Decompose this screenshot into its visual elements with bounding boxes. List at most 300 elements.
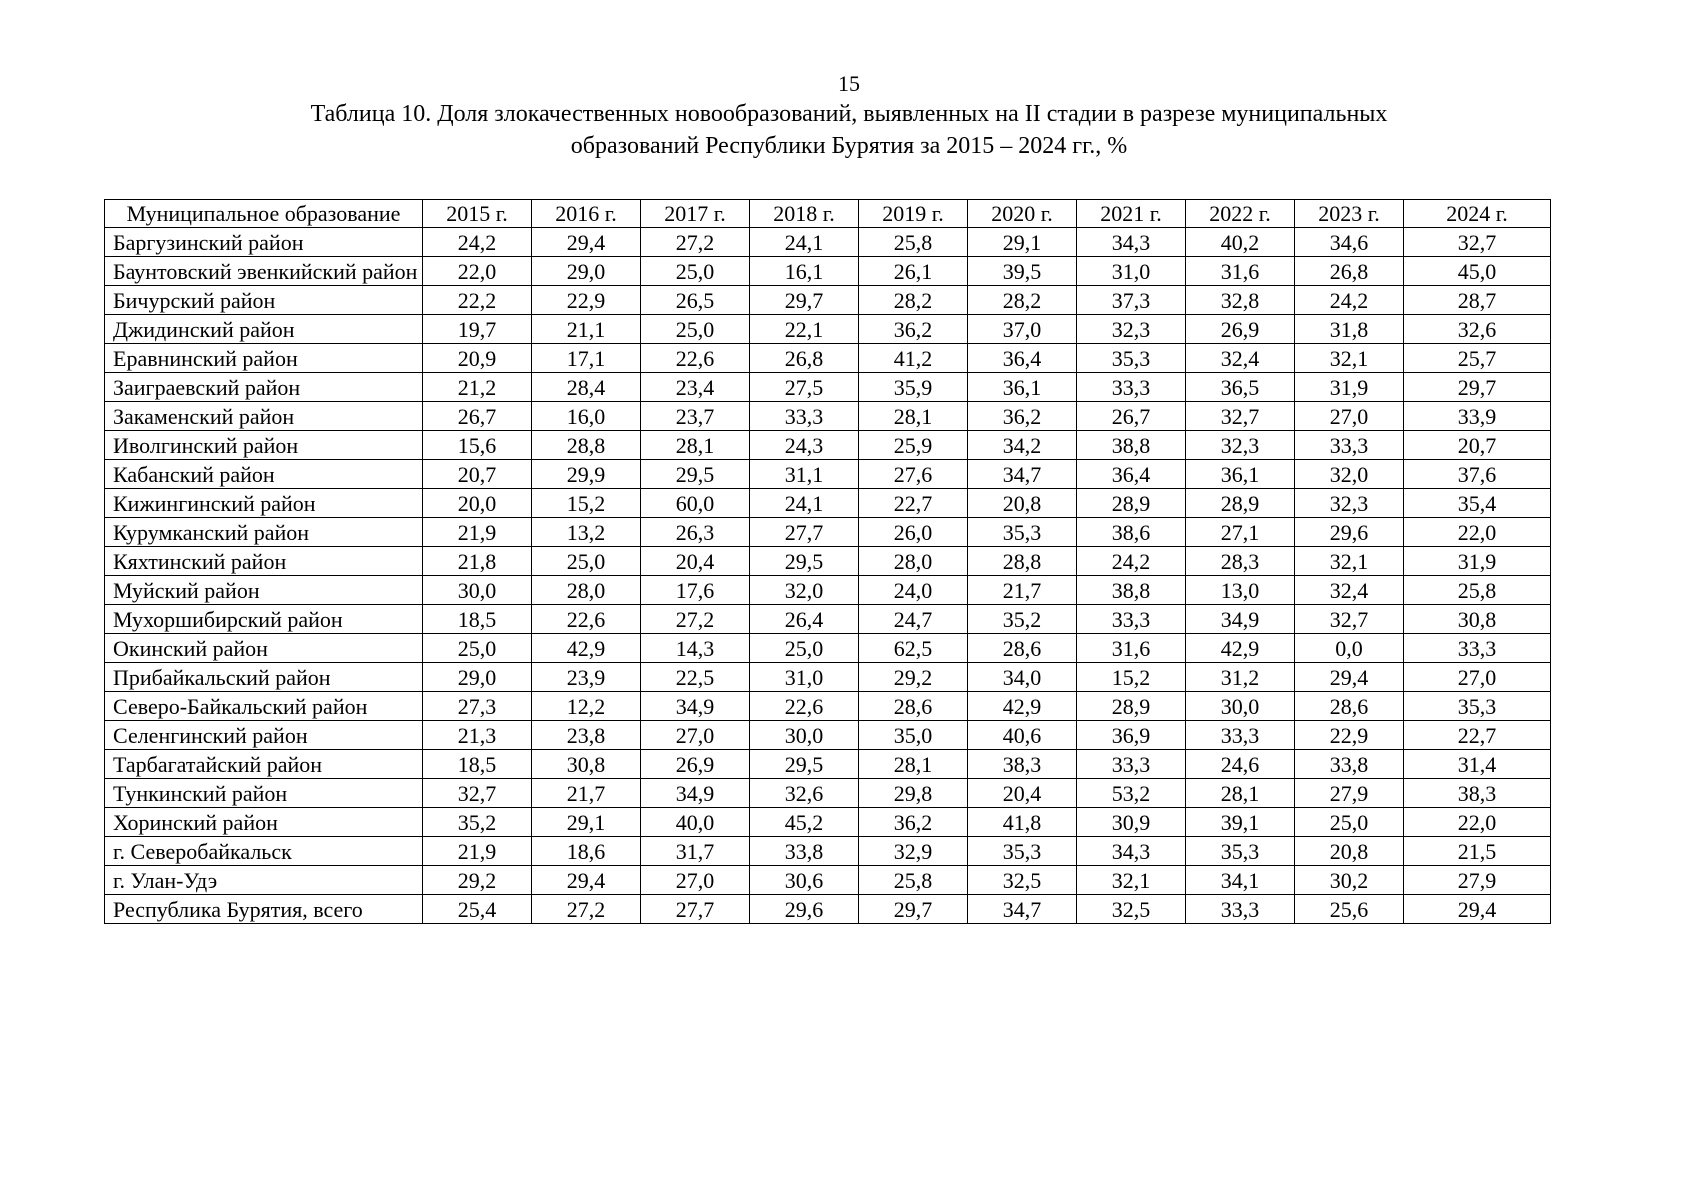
cell-value: 27,6 [859, 460, 968, 489]
cell-value: 34,7 [968, 460, 1077, 489]
cell-value: 32,3 [1077, 315, 1186, 344]
cell-value: 28,9 [1077, 692, 1186, 721]
cell-value: 30,8 [1404, 605, 1551, 634]
cell-value: 28,7 [1404, 286, 1551, 315]
cell-value: 32,8 [1186, 286, 1295, 315]
cell-value: 36,1 [968, 373, 1077, 402]
cell-value: 40,2 [1186, 228, 1295, 257]
header-year: 2021 г. [1077, 200, 1186, 228]
row-municipality-name: Баргузинский район [105, 228, 423, 257]
cell-value: 60,0 [641, 489, 750, 518]
cell-value: 33,3 [750, 402, 859, 431]
cell-value: 26,8 [1295, 257, 1404, 286]
cell-value: 33,3 [1404, 634, 1551, 663]
row-municipality-name: Бичурский район [105, 286, 423, 315]
table-row [105, 837, 1551, 866]
cell-value: 28,4 [532, 373, 641, 402]
caption-line-2: образований Республики Бурятия за 2015 – 2024 гг., % [570, 133, 1128, 159]
cell-value: 36,4 [1077, 460, 1186, 489]
cell-value: 35,3 [968, 518, 1077, 547]
cell-value: 15,6 [423, 431, 532, 460]
cell-value: 41,8 [968, 808, 1077, 837]
cell-value: 35,3 [1186, 837, 1295, 866]
cell-value: 23,7 [641, 402, 750, 431]
cell-value: 17,6 [641, 576, 750, 605]
row-municipality-name: Кяхтинский район [105, 547, 423, 576]
cell-value: 22,6 [750, 692, 859, 721]
cell-value: 28,9 [1186, 489, 1295, 518]
cell-value: 34,2 [968, 431, 1077, 460]
cell-value: 32,9 [859, 837, 968, 866]
cell-value: 27,0 [641, 721, 750, 750]
cell-value: 27,0 [641, 866, 750, 895]
cell-value: 32,7 [1186, 402, 1295, 431]
cell-value: 22,9 [1295, 721, 1404, 750]
cell-value: 29,0 [423, 663, 532, 692]
cell-value: 35,2 [968, 605, 1077, 634]
cell-value: 16,1 [750, 257, 859, 286]
cell-value: 30,0 [750, 721, 859, 750]
cell-value: 33,3 [1295, 431, 1404, 460]
row-municipality-name: Северо-Байкальский район [105, 692, 423, 721]
table-row [105, 344, 1551, 373]
cell-value: 22,7 [859, 489, 968, 518]
cell-value: 26,0 [859, 518, 968, 547]
cell-value: 35,9 [859, 373, 968, 402]
cell-value: 34,0 [968, 663, 1077, 692]
row-municipality-name: Хоринский район [105, 808, 423, 837]
row-municipality-name: Мухоршибирский район [105, 605, 423, 634]
cell-value: 22,0 [1404, 808, 1551, 837]
cell-value: 29,5 [750, 547, 859, 576]
table-row [105, 547, 1551, 576]
cell-value: 19,7 [423, 315, 532, 344]
cell-value: 38,8 [1077, 431, 1186, 460]
cell-value: 33,3 [1186, 721, 1295, 750]
cell-value: 27,7 [641, 895, 750, 924]
row-municipality-name: г. Улан-Удэ [105, 866, 423, 895]
cell-value: 36,2 [968, 402, 1077, 431]
cell-value: 24,7 [859, 605, 968, 634]
cell-value: 62,5 [859, 634, 968, 663]
cell-value: 45,0 [1404, 257, 1551, 286]
cell-value: 21,1 [532, 315, 641, 344]
cell-value: 29,8 [859, 779, 968, 808]
cell-value: 18,5 [423, 605, 532, 634]
cell-value: 21,9 [423, 837, 532, 866]
table-row [105, 721, 1551, 750]
table-row [105, 576, 1551, 605]
cell-value: 42,9 [968, 692, 1077, 721]
cell-value: 15,2 [532, 489, 641, 518]
cell-value: 20,0 [423, 489, 532, 518]
cell-value: 33,3 [1186, 895, 1295, 924]
table-header-row [105, 200, 1551, 228]
row-municipality-name: г. Северобайкальск [105, 837, 423, 866]
cell-value: 20,9 [423, 344, 532, 373]
table-row [105, 460, 1551, 489]
cell-value: 28,8 [532, 431, 641, 460]
cell-value: 29,1 [968, 228, 1077, 257]
header-year: 2017 г. [641, 200, 750, 228]
cell-value: 24,2 [1077, 547, 1186, 576]
cell-value: 36,1 [1186, 460, 1295, 489]
cell-value: 22,0 [423, 257, 532, 286]
header-year: 2024 г. [1404, 200, 1551, 228]
cell-value: 30,6 [750, 866, 859, 895]
cell-value: 29,1 [532, 808, 641, 837]
cell-value: 45,2 [750, 808, 859, 837]
table-row [105, 431, 1551, 460]
cell-value: 24,3 [750, 431, 859, 460]
cell-value: 32,3 [1186, 431, 1295, 460]
cell-value: 24,2 [423, 228, 532, 257]
cell-value: 29,2 [859, 663, 968, 692]
table-row [105, 663, 1551, 692]
cell-value: 34,3 [1077, 228, 1186, 257]
row-municipality-name: Иволгинский район [105, 431, 423, 460]
cell-value: 36,5 [1186, 373, 1295, 402]
cell-value: 27,9 [1295, 779, 1404, 808]
table-row [105, 866, 1551, 895]
cell-value: 28,3 [1186, 547, 1295, 576]
cell-value: 28,1 [641, 431, 750, 460]
cell-value: 27,9 [1404, 866, 1551, 895]
cell-value: 25,0 [1295, 808, 1404, 837]
cell-value: 28,1 [859, 750, 968, 779]
cell-value: 35,2 [423, 808, 532, 837]
cell-value: 25,0 [641, 257, 750, 286]
cell-value: 31,9 [1404, 547, 1551, 576]
caption-line-1: Таблица 10. Доля злокачественных новообразований, выявленных на II стадии в разрезе муниципальных [310, 101, 1388, 127]
cell-value: 26,5 [641, 286, 750, 315]
cell-value: 34,7 [968, 895, 1077, 924]
table-row [105, 692, 1551, 721]
row-municipality-name: Кабанский район [105, 460, 423, 489]
row-municipality-name: Тарбагатайский район [105, 750, 423, 779]
cell-value: 25,0 [423, 634, 532, 663]
cell-value: 34,3 [1077, 837, 1186, 866]
cell-value: 34,9 [641, 779, 750, 808]
cell-value: 32,1 [1077, 866, 1186, 895]
cell-value: 27,2 [641, 228, 750, 257]
cell-value: 31,0 [1077, 257, 1186, 286]
cell-value: 34,6 [1295, 228, 1404, 257]
cell-value: 25,9 [859, 431, 968, 460]
cell-value: 31,6 [1077, 634, 1186, 663]
cell-value: 42,9 [532, 634, 641, 663]
cell-value: 29,4 [1295, 663, 1404, 692]
row-municipality-name: Окинский район [105, 634, 423, 663]
cell-value: 35,3 [1404, 692, 1551, 721]
cell-value: 36,2 [859, 315, 968, 344]
cell-value: 22,6 [641, 344, 750, 373]
cell-value: 31,2 [1186, 663, 1295, 692]
table-row [105, 518, 1551, 547]
row-municipality-name: Еравнинский район [105, 344, 423, 373]
cell-value: 22,1 [750, 315, 859, 344]
cell-value: 26,9 [641, 750, 750, 779]
row-municipality-name: Баунтовский эвенкийский район [105, 257, 423, 286]
cell-value: 20,8 [968, 489, 1077, 518]
header-year: 2023 г. [1295, 200, 1404, 228]
cell-value: 29,5 [750, 750, 859, 779]
cell-value: 34,1 [1186, 866, 1295, 895]
cell-value: 24,1 [750, 489, 859, 518]
cell-value: 32,4 [1186, 344, 1295, 373]
cell-value: 35,3 [1077, 344, 1186, 373]
cell-value: 38,6 [1077, 518, 1186, 547]
cell-value: 32,0 [750, 576, 859, 605]
cell-value: 22,0 [1404, 518, 1551, 547]
cell-value: 27,0 [1295, 402, 1404, 431]
cell-value: 15,2 [1077, 663, 1186, 692]
cell-value: 29,7 [1404, 373, 1551, 402]
cell-value: 31,8 [1295, 315, 1404, 344]
cell-value: 31,6 [1186, 257, 1295, 286]
cell-value: 25,6 [1295, 895, 1404, 924]
cell-value: 27,2 [641, 605, 750, 634]
cell-value: 26,3 [641, 518, 750, 547]
cell-value: 35,4 [1404, 489, 1551, 518]
cell-value: 30,8 [532, 750, 641, 779]
cell-value: 25,8 [1404, 576, 1551, 605]
cell-value: 14,3 [641, 634, 750, 663]
cell-value: 32,3 [1295, 489, 1404, 518]
cell-value: 30,2 [1295, 866, 1404, 895]
cell-value: 29,0 [532, 257, 641, 286]
row-municipality-name: Джидинский район [105, 315, 423, 344]
table-row [105, 634, 1551, 663]
cell-value: 21,7 [968, 576, 1077, 605]
cell-value: 33,8 [1295, 750, 1404, 779]
cell-value: 37,3 [1077, 286, 1186, 315]
cell-value: 36,2 [859, 808, 968, 837]
cell-value: 17,1 [532, 344, 641, 373]
cell-value: 23,8 [532, 721, 641, 750]
cell-value: 28,6 [968, 634, 1077, 663]
cell-value: 21,3 [423, 721, 532, 750]
cell-value: 25,4 [423, 895, 532, 924]
table-row [105, 286, 1551, 315]
cell-value: 25,8 [859, 866, 968, 895]
table-row [105, 750, 1551, 779]
cell-value: 28,6 [859, 692, 968, 721]
cell-value: 28,2 [859, 286, 968, 315]
table-row [105, 779, 1551, 808]
cell-value: 32,5 [968, 866, 1077, 895]
cell-value: 26,8 [750, 344, 859, 373]
cell-value: 22,2 [423, 286, 532, 315]
cell-value: 24,0 [859, 576, 968, 605]
cell-value: 29,9 [532, 460, 641, 489]
table-row [105, 315, 1551, 344]
cell-value: 22,6 [532, 605, 641, 634]
data-table [104, 199, 1551, 924]
cell-value: 30,0 [423, 576, 532, 605]
cell-value: 28,0 [859, 547, 968, 576]
cell-value: 32,1 [1295, 547, 1404, 576]
cell-value: 23,4 [641, 373, 750, 402]
cell-value: 13,0 [1186, 576, 1295, 605]
page-number: 15 [838, 71, 860, 96]
cell-value: 28,6 [1295, 692, 1404, 721]
table-row [105, 895, 1551, 924]
cell-value: 27,1 [1186, 518, 1295, 547]
row-municipality-name: Прибайкальский район [105, 663, 423, 692]
cell-value: 25,0 [532, 547, 641, 576]
cell-value: 21,5 [1404, 837, 1551, 866]
row-municipality-name: Республика Бурятия, всего [105, 895, 423, 924]
table-row [105, 489, 1551, 518]
cell-value: 31,4 [1404, 750, 1551, 779]
cell-value: 16,0 [532, 402, 641, 431]
cell-value: 36,4 [968, 344, 1077, 373]
cell-value: 29,4 [532, 866, 641, 895]
row-municipality-name: Кижингинский район [105, 489, 423, 518]
cell-value: 32,7 [1295, 605, 1404, 634]
cell-value: 13,2 [532, 518, 641, 547]
cell-value: 26,7 [1077, 402, 1186, 431]
cell-value: 12,2 [532, 692, 641, 721]
cell-value: 18,5 [423, 750, 532, 779]
cell-value: 36,9 [1077, 721, 1186, 750]
cell-value: 39,1 [1186, 808, 1295, 837]
cell-value: 31,1 [750, 460, 859, 489]
cell-value: 33,3 [1077, 750, 1186, 779]
cell-value: 27,5 [750, 373, 859, 402]
cell-value: 20,8 [1295, 837, 1404, 866]
cell-value: 20,4 [641, 547, 750, 576]
row-municipality-name: Селенгинский район [105, 721, 423, 750]
cell-value: 24,1 [750, 228, 859, 257]
cell-value: 33,9 [1404, 402, 1551, 431]
cell-value: 28,1 [859, 402, 968, 431]
cell-value: 31,7 [641, 837, 750, 866]
cell-value: 32,6 [1404, 315, 1551, 344]
cell-value: 38,3 [1404, 779, 1551, 808]
row-municipality-name: Муйский район [105, 576, 423, 605]
cell-value: 25,8 [859, 228, 968, 257]
cell-value: 35,0 [859, 721, 968, 750]
cell-value: 27,3 [423, 692, 532, 721]
cell-value: 21,9 [423, 518, 532, 547]
cell-value: 31,9 [1295, 373, 1404, 402]
cell-value: 29,4 [532, 228, 641, 257]
table-row [105, 808, 1551, 837]
cell-value: 32,7 [423, 779, 532, 808]
cell-value: 26,4 [750, 605, 859, 634]
cell-value: 21,8 [423, 547, 532, 576]
cell-value: 42,9 [1186, 634, 1295, 663]
cell-value: 33,3 [1077, 605, 1186, 634]
cell-value: 27,7 [750, 518, 859, 547]
cell-value: 37,6 [1404, 460, 1551, 489]
cell-value: 28,1 [1186, 779, 1295, 808]
cell-value: 23,9 [532, 663, 641, 692]
cell-value: 35,3 [968, 837, 1077, 866]
cell-value: 20,7 [423, 460, 532, 489]
cell-value: 38,3 [968, 750, 1077, 779]
row-municipality-name: Заиграевский район [105, 373, 423, 402]
table-row [105, 257, 1551, 286]
cell-value: 27,2 [532, 895, 641, 924]
cell-value: 32,0 [1295, 460, 1404, 489]
header-year: 2016 г. [532, 200, 641, 228]
cell-value: 41,2 [859, 344, 968, 373]
table-body [105, 228, 1551, 924]
cell-value: 40,0 [641, 808, 750, 837]
cell-value: 32,5 [1077, 895, 1186, 924]
header-year: 2015 г. [423, 200, 532, 228]
cell-value: 30,0 [1186, 692, 1295, 721]
cell-value: 40,6 [968, 721, 1077, 750]
cell-value: 29,7 [859, 895, 968, 924]
cell-value: 32,7 [1404, 228, 1551, 257]
cell-value: 38,8 [1077, 576, 1186, 605]
cell-value: 28,9 [1077, 489, 1186, 518]
row-municipality-name: Закаменский район [105, 402, 423, 431]
cell-value: 29,7 [750, 286, 859, 315]
cell-value: 22,5 [641, 663, 750, 692]
cell-value: 24,2 [1295, 286, 1404, 315]
cell-value: 27,0 [1404, 663, 1551, 692]
cell-value: 29,2 [423, 866, 532, 895]
cell-value: 34,9 [1186, 605, 1295, 634]
row-municipality-name: Курумканский район [105, 518, 423, 547]
cell-value: 53,2 [1077, 779, 1186, 808]
cell-value: 25,0 [750, 634, 859, 663]
cell-value: 20,4 [968, 779, 1077, 808]
cell-value: 33,8 [750, 837, 859, 866]
cell-value: 33,3 [1077, 373, 1186, 402]
row-municipality-name: Тункинский район [105, 779, 423, 808]
header-year: 2020 г. [968, 200, 1077, 228]
cell-value: 0,0 [1295, 634, 1404, 663]
cell-value: 32,6 [750, 779, 859, 808]
cell-value: 29,6 [750, 895, 859, 924]
header-municipality: Муниципальное образование [105, 200, 423, 228]
cell-value: 28,8 [968, 547, 1077, 576]
cell-value: 28,2 [968, 286, 1077, 315]
cell-value: 31,0 [750, 663, 859, 692]
cell-value: 26,7 [423, 402, 532, 431]
cell-value: 21,2 [423, 373, 532, 402]
cell-value: 22,9 [532, 286, 641, 315]
cell-value: 21,7 [532, 779, 641, 808]
cell-value: 26,1 [859, 257, 968, 286]
cell-value: 37,0 [968, 315, 1077, 344]
cell-value: 22,7 [1404, 721, 1551, 750]
cell-value: 20,7 [1404, 431, 1551, 460]
cell-value: 32,4 [1295, 576, 1404, 605]
header-year: 2022 г. [1186, 200, 1295, 228]
cell-value: 34,9 [641, 692, 750, 721]
cell-value: 28,0 [532, 576, 641, 605]
table-row [105, 402, 1551, 431]
cell-value: 39,5 [968, 257, 1077, 286]
cell-value: 29,5 [641, 460, 750, 489]
table-row [105, 373, 1551, 402]
cell-value: 30,9 [1077, 808, 1186, 837]
header-year: 2018 г. [750, 200, 859, 228]
cell-value: 26,9 [1186, 315, 1295, 344]
table-row [105, 228, 1551, 257]
cell-value: 24,6 [1186, 750, 1295, 779]
cell-value: 18,6 [532, 837, 641, 866]
cell-value: 29,6 [1295, 518, 1404, 547]
header-year: 2019 г. [859, 200, 968, 228]
